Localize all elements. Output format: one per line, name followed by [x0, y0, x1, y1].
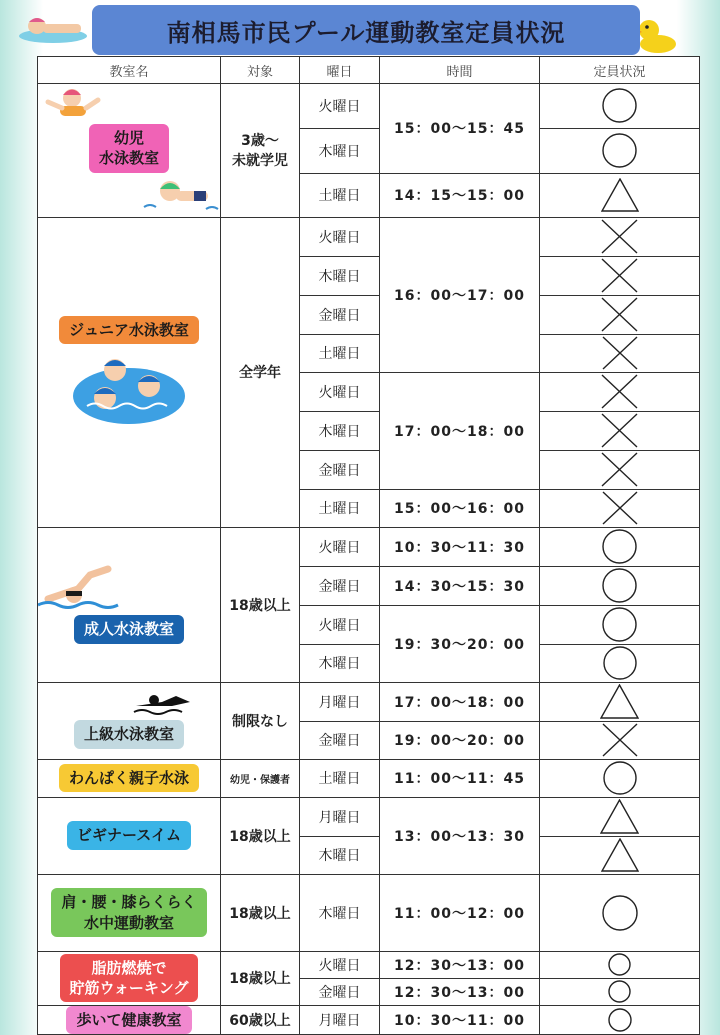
- day-cell: 金曜日: [300, 566, 380, 605]
- time-cell: 11：00〜12：00: [380, 874, 540, 951]
- status-cell: [540, 644, 700, 682]
- class-name-line: 水泳教室: [98, 149, 159, 168]
- day-cell: 月曜日: [300, 1005, 380, 1034]
- circle-available-icon: [600, 133, 639, 168]
- target-cell: 制限なし: [221, 682, 300, 759]
- target-cell: 18歳以上: [221, 951, 300, 1005]
- status-cell: [540, 682, 700, 721]
- time-cell: 12：30〜13：00: [380, 978, 540, 1005]
- day-cell: 火曜日: [300, 951, 380, 978]
- status-cell: [540, 84, 700, 129]
- time-cell: 12：30〜13：00: [380, 951, 540, 978]
- class-name-cell: [38, 527, 221, 682]
- circle-available-icon: [606, 1008, 634, 1032]
- table-row: [38, 217, 700, 256]
- status-cell: [540, 411, 700, 450]
- class-name-line: 成人水泳教室: [83, 620, 174, 639]
- time-cell: 11：00〜11：45: [380, 759, 540, 797]
- day-cell: 月曜日: [300, 682, 380, 721]
- day-cell: 火曜日: [300, 217, 380, 256]
- swimming-boy-icon: [140, 177, 220, 217]
- time-cell: 14：15〜15：00: [380, 173, 540, 217]
- class-name-line: ビギナースイム: [77, 826, 181, 845]
- table-row: [38, 682, 700, 721]
- table-row: [38, 1005, 700, 1034]
- status-cell: [540, 527, 700, 566]
- page-title: 南相馬市民プール運動教室定員状況: [166, 18, 566, 47]
- class-name-badge: [74, 720, 184, 748]
- class-name-cell: [38, 874, 221, 951]
- circle-available-icon: [600, 895, 640, 931]
- status-cell: [540, 836, 700, 874]
- day-cell: 木曜日: [300, 644, 380, 682]
- class-name-cell: [38, 951, 221, 1005]
- status-cell: [540, 605, 700, 644]
- status-cell: [540, 450, 700, 489]
- circle-available-icon: [600, 529, 639, 564]
- time-cell: 10：30〜11：00: [380, 1005, 540, 1034]
- cross-full-icon: [600, 374, 639, 409]
- day-cell: 火曜日: [300, 84, 380, 129]
- diver-silhouette-icon: [132, 692, 194, 716]
- triangle-few-left-icon: [600, 799, 639, 834]
- class-name-badge: [59, 316, 199, 344]
- day-cell: 金曜日: [300, 295, 380, 334]
- class-name-line: 脂肪燃焼で: [91, 958, 167, 977]
- time-cell: 17：00〜18：00: [380, 682, 540, 721]
- target-cell: 18歳以上: [221, 797, 300, 874]
- children-in-pool-icon: [69, 348, 189, 428]
- class-name-line: ジュニア水泳教室: [69, 320, 189, 339]
- class-name-cell: [38, 217, 221, 527]
- status-cell: [540, 256, 700, 295]
- class-name-badge: [51, 888, 206, 937]
- status-cell: [540, 759, 700, 797]
- time-cell: 13：00〜13：30: [380, 797, 540, 874]
- freestyle-swimmer-icon: [38, 565, 128, 611]
- status-cell: [540, 1005, 700, 1034]
- time-cell: 15：00〜15：45: [380, 84, 540, 174]
- class-name-cell: [38, 682, 221, 759]
- target-cell: 全学年: [221, 217, 300, 527]
- time-cell: 10：30〜11：30: [380, 527, 540, 566]
- day-cell: 木曜日: [300, 128, 380, 173]
- circle-available-icon: [600, 568, 639, 603]
- time-cell: 17：00〜18：00: [380, 372, 540, 489]
- circle-available-icon: [601, 761, 639, 795]
- day-cell: 土曜日: [300, 489, 380, 527]
- table-row: [38, 527, 700, 566]
- day-cell: 火曜日: [300, 605, 380, 644]
- table-row: [38, 84, 700, 129]
- table-row: [38, 951, 700, 978]
- class-name-badge: [60, 954, 199, 1003]
- header-class: 教室名: [38, 57, 221, 84]
- circle-available-icon: [600, 607, 639, 642]
- circle-available-icon: [606, 953, 633, 976]
- triangle-few-left-icon: [601, 178, 639, 212]
- day-cell: 木曜日: [300, 836, 380, 874]
- status-cell: [540, 874, 700, 951]
- target-cell: 18歳以上: [221, 527, 300, 682]
- cross-full-icon: [601, 336, 639, 370]
- status-cell: [540, 978, 700, 1005]
- table-row: [38, 759, 700, 797]
- status-cell: [540, 372, 700, 411]
- class-name-cell: [38, 1005, 221, 1034]
- circle-available-icon: [600, 88, 639, 123]
- status-cell: [540, 797, 700, 836]
- circle-available-icon: [606, 980, 633, 1003]
- cross-full-icon: [600, 258, 639, 293]
- table-row: [38, 797, 700, 836]
- status-cell: [540, 173, 700, 217]
- class-name-badge: [59, 764, 199, 792]
- status-cell: [540, 217, 700, 256]
- swimmer-corner-icon: [15, 8, 90, 48]
- schedule-table: [37, 56, 700, 1035]
- header-row: [38, 57, 700, 84]
- target-cell: 18歳以上: [221, 874, 300, 951]
- target-cell: 幼児・保護者: [221, 759, 300, 797]
- class-name-badge: [67, 821, 191, 849]
- class-name-badge: [89, 124, 169, 173]
- day-cell: 金曜日: [300, 721, 380, 759]
- class-name-badge: [66, 1006, 191, 1034]
- triangle-few-left-icon: [601, 838, 639, 872]
- day-cell: 土曜日: [300, 334, 380, 372]
- cross-full-icon: [601, 491, 639, 525]
- class-name-badge: [74, 615, 184, 643]
- time-cell: 14：30〜15：30: [380, 566, 540, 605]
- day-cell: 木曜日: [300, 874, 380, 951]
- schedule-body: [38, 84, 700, 1035]
- class-name-line: 肩・腰・膝らくらく: [61, 893, 197, 912]
- status-cell: [540, 489, 700, 527]
- day-cell: 火曜日: [300, 372, 380, 411]
- class-name-line: 上級水泳教室: [83, 725, 174, 744]
- header-day: 曜日: [300, 57, 380, 84]
- status-cell: [540, 721, 700, 759]
- cross-full-icon: [601, 723, 639, 757]
- header-time: 時間: [380, 57, 540, 84]
- header-status: 定員状況: [540, 57, 700, 84]
- class-name-line: 水中運動教室: [83, 913, 174, 932]
- status-cell: [540, 295, 700, 334]
- circle-available-icon: [601, 646, 639, 680]
- class-name-line: 幼児: [113, 129, 144, 147]
- header-target: 対象: [221, 57, 300, 84]
- day-cell: 金曜日: [300, 978, 380, 1005]
- class-name-line: 歩いて健康教室: [76, 1010, 182, 1029]
- day-cell: 土曜日: [300, 173, 380, 217]
- class-name-line: 貯筋ウォーキング: [69, 979, 189, 997]
- target-cell: 60歳以上: [221, 1005, 300, 1034]
- cross-full-icon: [600, 219, 639, 254]
- table-row: [38, 874, 700, 951]
- day-cell: 月曜日: [300, 797, 380, 836]
- time-cell: 19：00〜20：00: [380, 721, 540, 759]
- time-cell: 16：00〜17：00: [380, 217, 540, 372]
- day-cell: 木曜日: [300, 256, 380, 295]
- class-name-cell: [38, 84, 221, 218]
- cross-full-icon: [600, 452, 639, 487]
- cross-full-icon: [600, 413, 639, 448]
- status-cell: [540, 951, 700, 978]
- status-cell: [540, 566, 700, 605]
- cross-full-icon: [600, 297, 639, 332]
- class-name-line: わんぱく親子水泳: [68, 768, 189, 787]
- title-banner: [92, 5, 640, 55]
- class-name-cell: [38, 759, 221, 797]
- day-cell: 金曜日: [300, 450, 380, 489]
- target-cell: 3歳〜 未就学児: [221, 84, 300, 218]
- class-name-cell: [38, 797, 221, 874]
- day-cell: 火曜日: [300, 527, 380, 566]
- status-cell: [540, 128, 700, 173]
- swimmer-girl-icon: [42, 84, 102, 120]
- time-cell: 19：30〜20：00: [380, 605, 540, 682]
- time-cell: 15：00〜16：00: [380, 489, 540, 527]
- triangle-few-left-icon: [600, 684, 639, 719]
- status-cell: [540, 334, 700, 372]
- day-cell: 木曜日: [300, 411, 380, 450]
- day-cell: 土曜日: [300, 759, 380, 797]
